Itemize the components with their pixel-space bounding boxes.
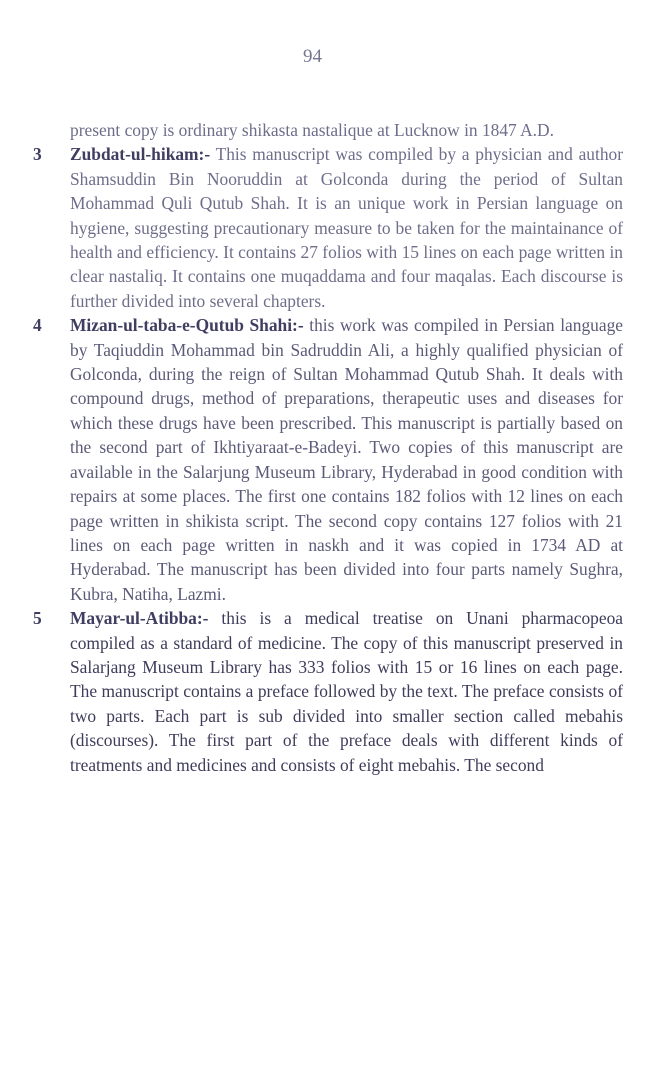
entry-number: 3 [33, 144, 42, 165]
entry-text: This manuscript was compiled by a physician and author Shamsuddin Bin Nooruddin at Golconda during the period of Sultan Mohammad Quli Qutub Shah. It is an unique work in Persian language on hygiene, suggesting precautionary measure to be taken for the maintainance of health and efficiency. It contains 27 folios with 15 lines on each page written in clear nastaliq. It contains one muqaddama and four maqalas. Each discourse is further divided into several chapters. [70, 144, 623, 311]
entry-3 [33, 142, 623, 313]
continuation-paragraph [70, 118, 623, 142]
entry-4 [33, 313, 623, 606]
continuation-text: present copy is ordinary shikasta nastalique at Lucknow in 1847 A.D. [70, 120, 554, 140]
entry-5 [33, 606, 623, 777]
entry-text: this work was compiled in Persian language by Taqiuddin Mohammad bin Sadruddin Ali, a highly qualified physician of Golconda, during the reign of Sultan Mohammad Qutub Shah. It deals with compound drugs, method of preparations, therapeutic uses and diseases for which these drugs have been prescribed. This manuscript is partially based on the second part of Ikhtiyaraat-e-Badeyi. Two copies of this manuscript are available in the Salarjung Museum Library, Hyderabad in good condition with repairs at some places. The first one contains 182 folios with 12 lines on each page written in shikista script. The second copy contains 127 folios with 21 lines on each page written in naskh and it was copied in 1734 AD at Hyderabad. The manuscript has been divided into four parts namely Sughra, Kubra, Natiha, Lazmi. [70, 315, 623, 604]
entry-title: Mizan-ul-taba-e-Qutub Shahi:- [70, 315, 304, 336]
page-number: 94 [303, 46, 322, 67]
entry-title: Mayar-ul-Atibba:- [70, 608, 209, 629]
entry-title: Zubdat-ul-hikam:- [70, 144, 211, 165]
entry-number: 5 [33, 608, 42, 629]
entry-text: this is a medical treatise on Unani pharmacopeoa compiled as a standard of medicine. The copy of this manuscript preserved in Salarjang Museum Library has 333 folios with 15 or 16 lines on each page. The manuscript contains a preface followed by the text. The preface consists of two parts. Each part is sub divided into smaller section called mebahis (discourses). The first part of the preface deals with different kinds of treatments and medicines and consists of eight mebahis. The second [70, 608, 623, 775]
entry-number: 4 [33, 315, 42, 336]
page-body [33, 118, 623, 777]
